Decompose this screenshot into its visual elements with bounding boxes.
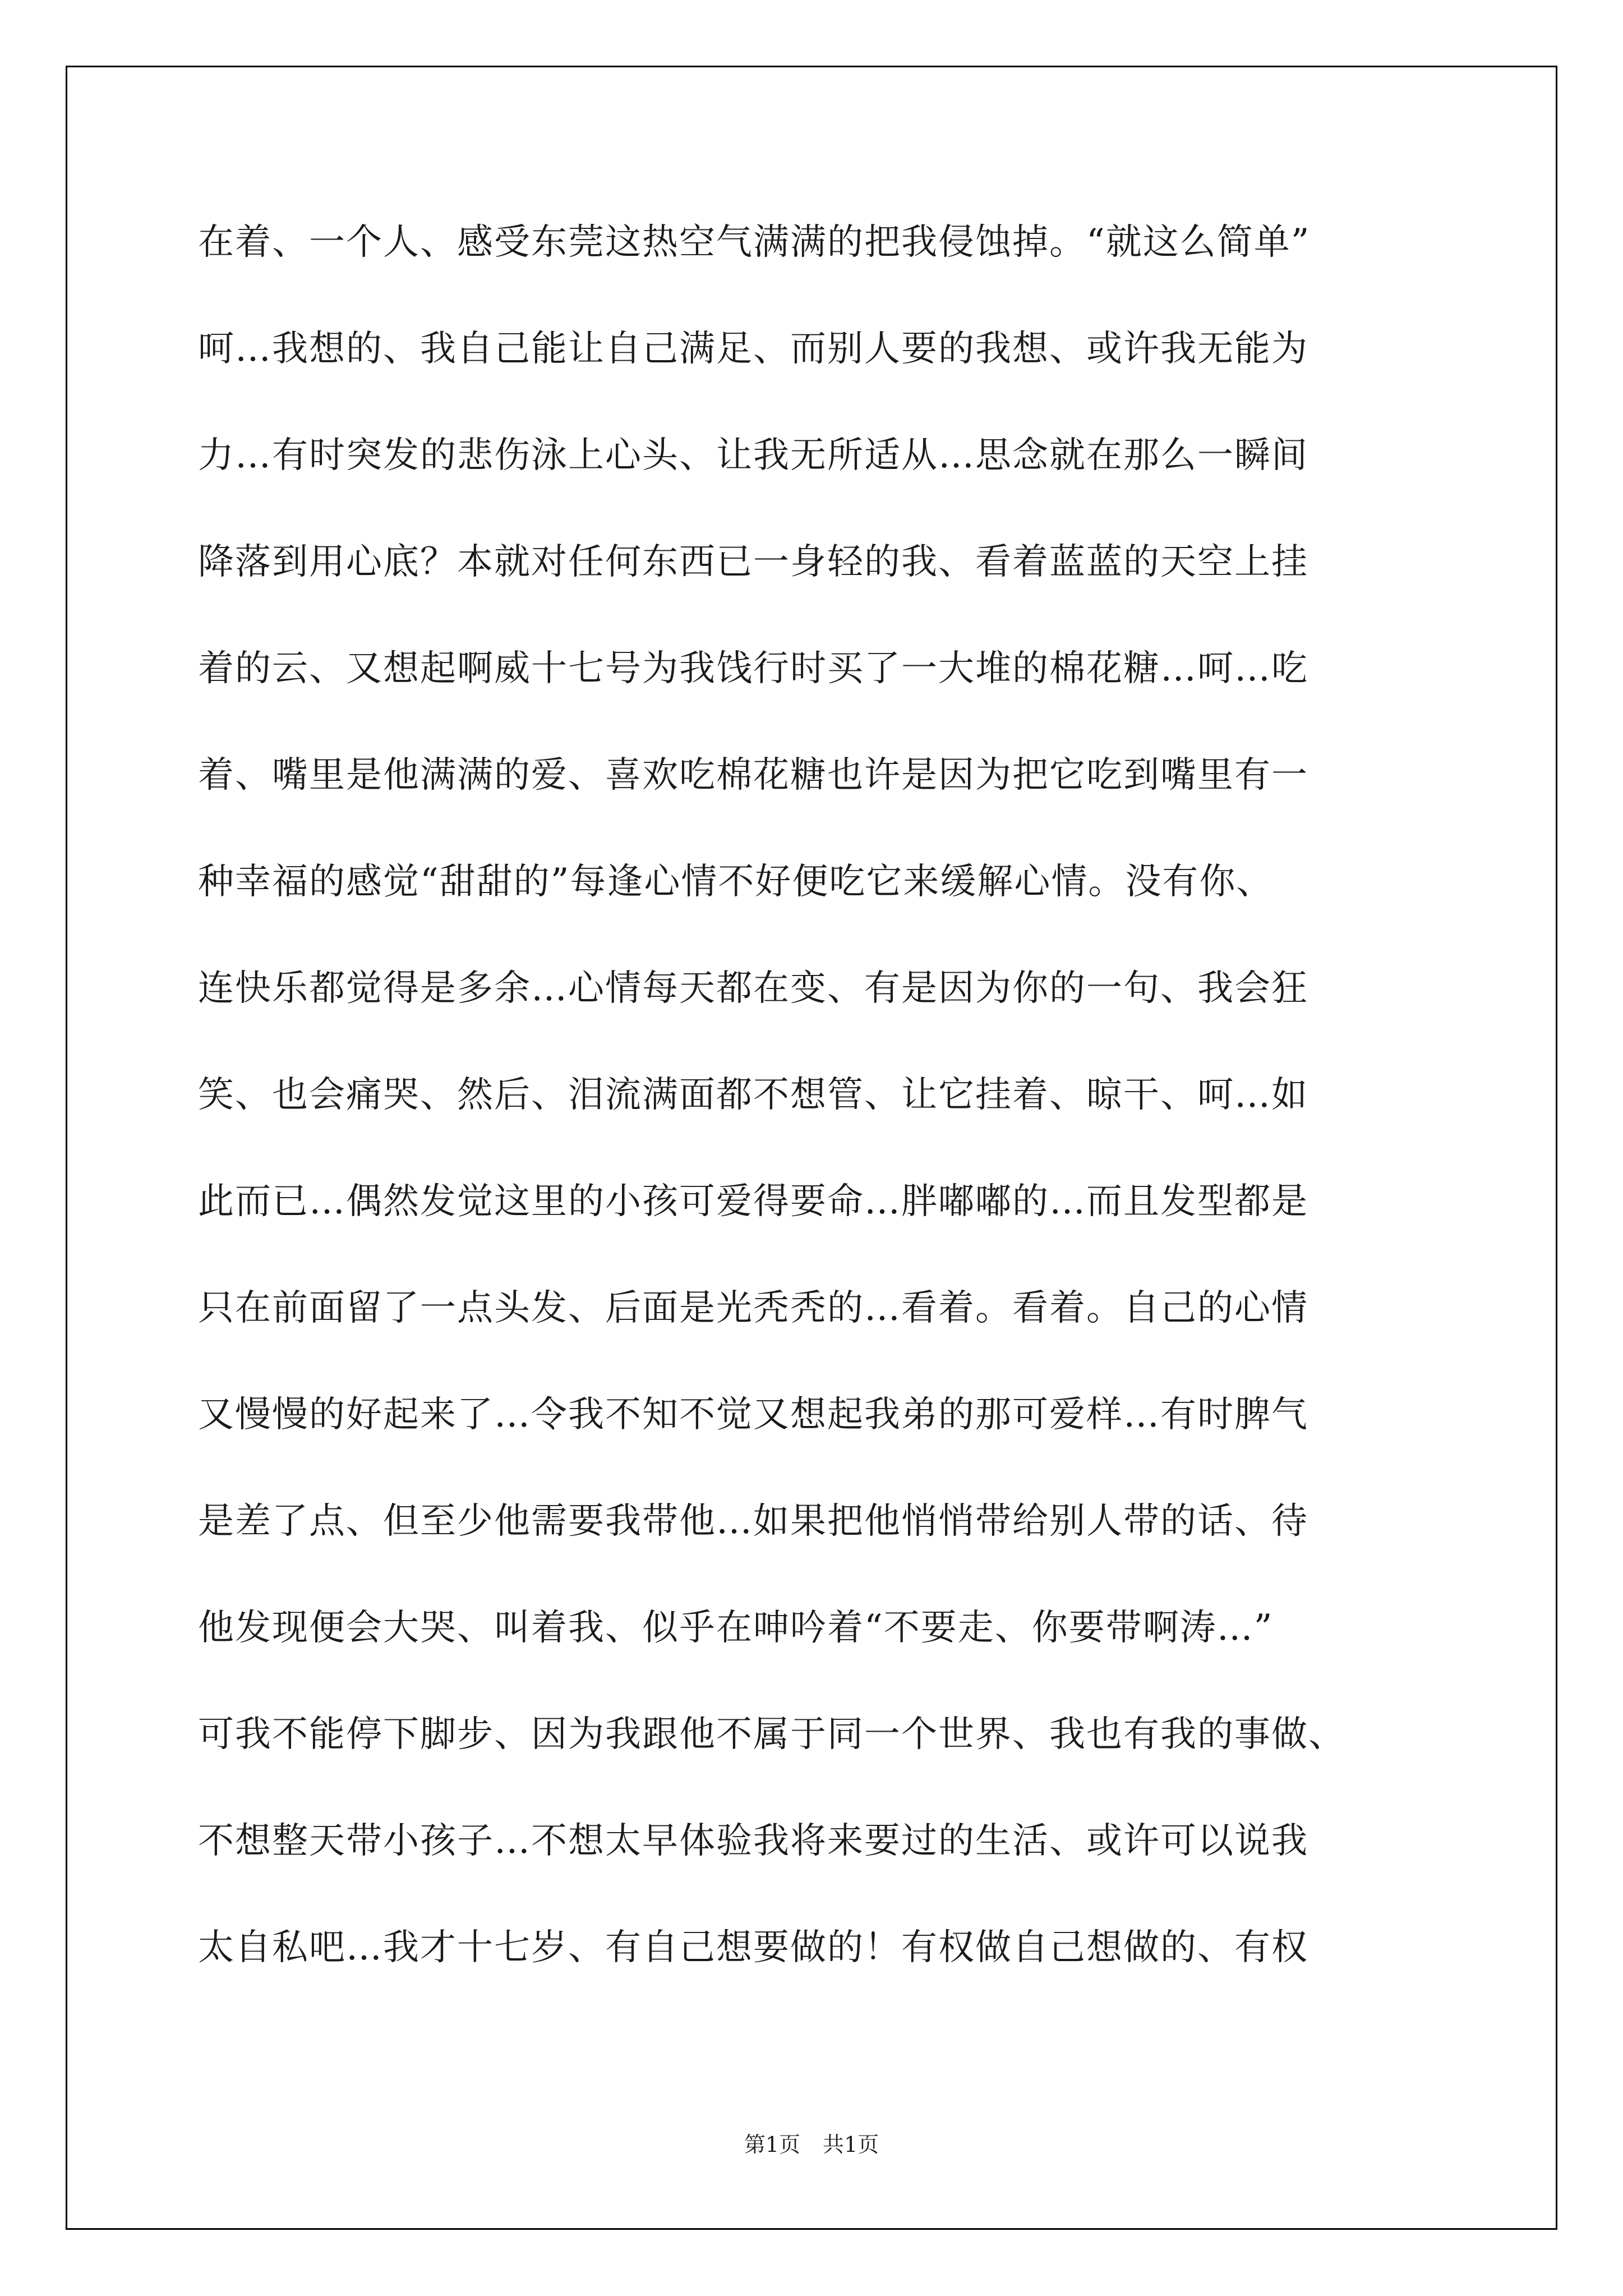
text-line: 笑、也会痛哭、然后、泪流满面都不想管、让它挂着、晾干、呵…如 bbox=[198, 1074, 1308, 1116]
text-line: 连快乐都觉得是多余…心情每天都在变、有是因为你的一句、我会狂 bbox=[198, 968, 1308, 1009]
text-line: 他发现便会大哭、叫着我、似乎在呻吟着“不要走、你要带啊涛…” bbox=[198, 1607, 1274, 1649]
text-line: 种幸福的感觉“甜甜的”每逢心情不好便吃它来缓解心情。没有你、 bbox=[198, 861, 1274, 903]
text-line: 降落到用心底？本就对任何东西已一身轻的我、看着蓝蓝的天空上挂 bbox=[198, 541, 1308, 583]
page-number-current: 第1页 bbox=[744, 2132, 800, 2157]
text-line: 太自私吧…我才十七岁、有自己想要做的！有权做自己想做的、有权 bbox=[198, 1927, 1308, 1968]
text-line: 只在前面留了一点头发、后面是光秃秃的…看着。看着。自己的心情 bbox=[198, 1287, 1308, 1329]
text-line: 又慢慢的好起来了…令我不知不觉又想起我弟的那可爱样…有时脾气 bbox=[198, 1394, 1308, 1435]
document-body bbox=[198, 209, 1488, 2021]
text-line: 呵…我想的、我自己能让自己满足、而别人要的我想、或许我无能为 bbox=[198, 328, 1308, 370]
text-line: 在着、一个人、感受东莞这热空气满满的把我侵蚀掉。“就这么简单” bbox=[198, 222, 1311, 263]
text-line: 着的云、又想起啊威十七号为我饯行时买了一大堆的棉花糖…呵…吃 bbox=[198, 648, 1308, 689]
page-footer bbox=[0, 2127, 1623, 2158]
text-line: 是差了点、但至少他需要我带他…如果把他悄悄带给别人带的话、待 bbox=[198, 1501, 1308, 1542]
text-line: 此而已…偶然发觉这里的小孩可爱得要命…胖嘟嘟的…而且发型都是 bbox=[198, 1181, 1308, 1222]
page-number-total: 共1页 bbox=[823, 2132, 879, 2157]
text-line: 可我不能停下脚步、因为我跟他不属于同一个世界、我也有我的事做、 bbox=[198, 1714, 1345, 1755]
text-line: 力…有时突发的悲伤泳上心头、让我无所适从…思念就在那么一瞬间 bbox=[198, 435, 1308, 476]
text-line: 不想整天带小孩子…不想太早体验我将来要过的生活、或许可以说我 bbox=[198, 1820, 1308, 1862]
text-line: 着、嘴里是他满满的爱、喜欢吃棉花糖也许是因为把它吃到嘴里有一 bbox=[198, 754, 1308, 796]
